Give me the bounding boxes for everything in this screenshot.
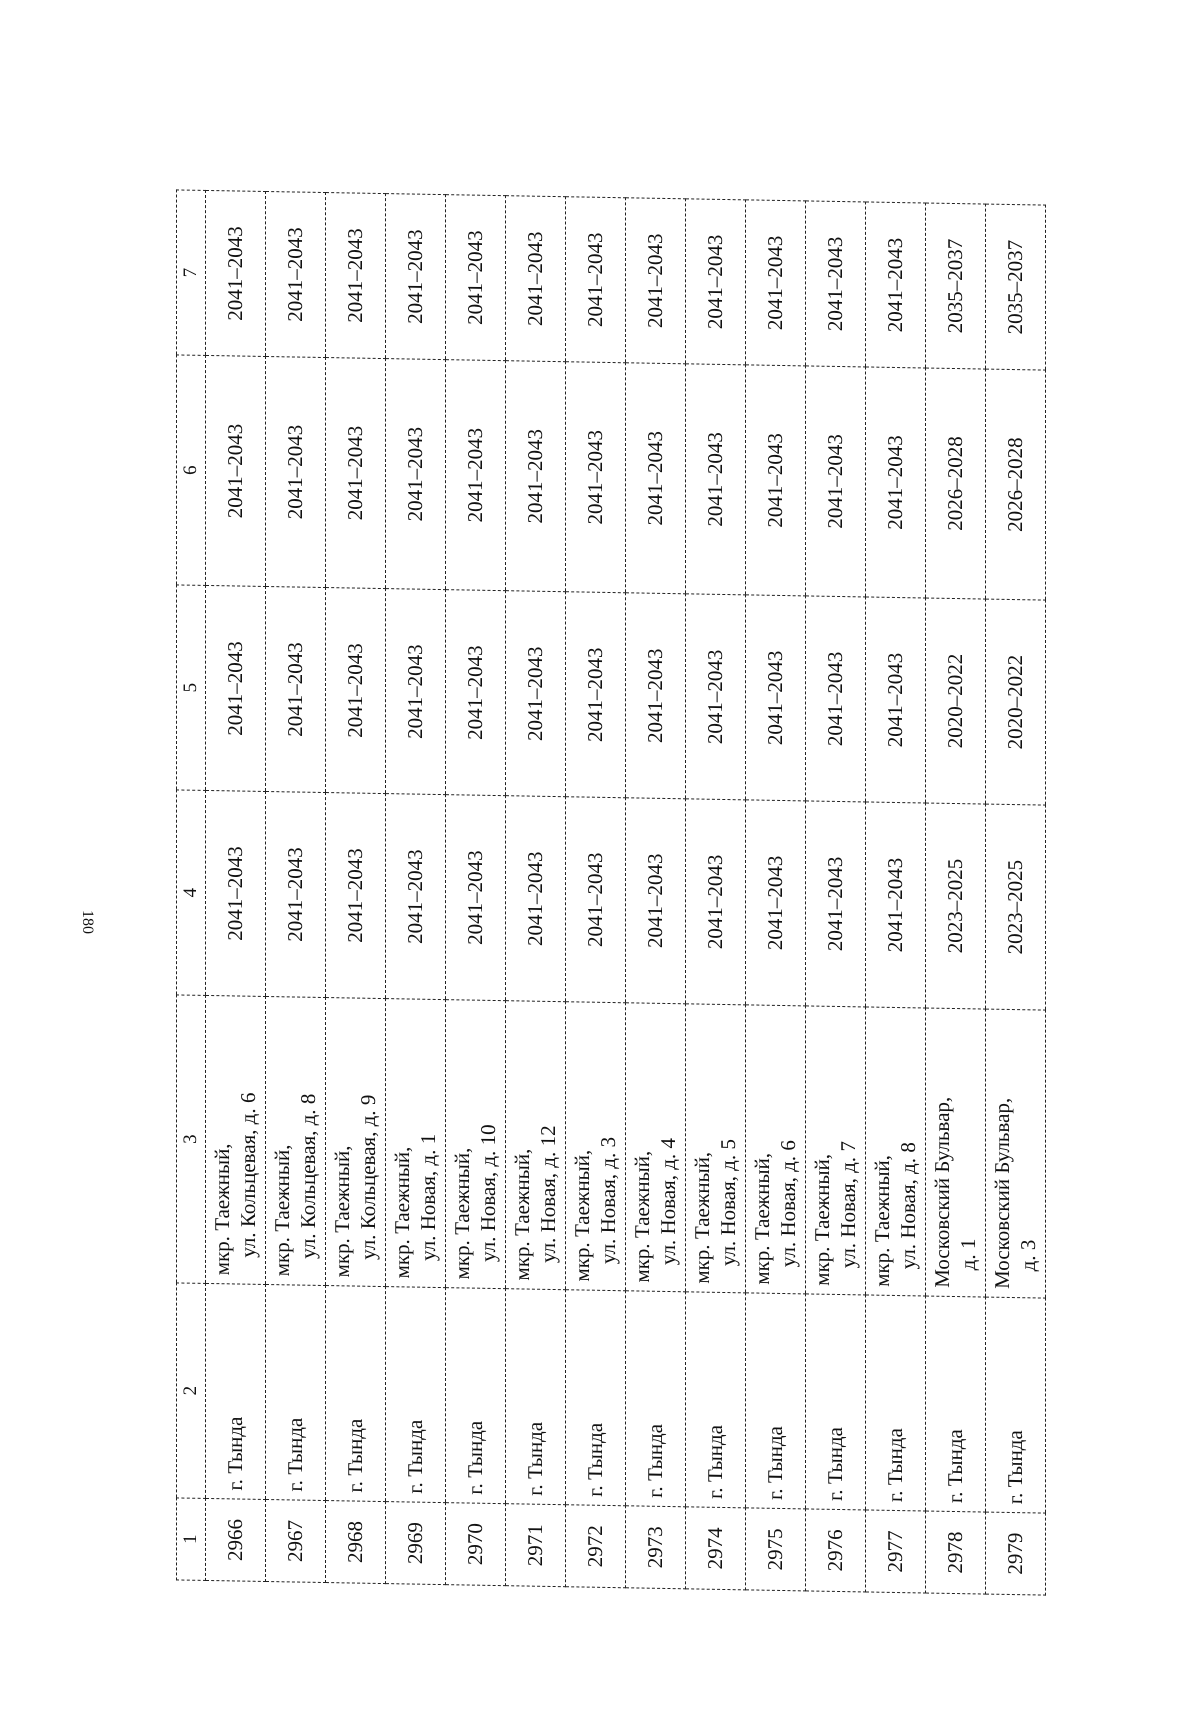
address-cell: [926, 1008, 986, 1297]
period-cell-5: [806, 596, 866, 802]
period-cell-4-text: 2041–2043: [582, 852, 607, 948]
row-number-cell: [986, 1512, 1046, 1595]
period-cell-7-text: 2041–2043: [402, 229, 427, 325]
row-number-cell-text: 2971: [522, 1523, 547, 1567]
city-cell-text: г. Тында: [342, 1418, 367, 1493]
city-cell: [746, 1293, 806, 1509]
address-line-1: Московский Бульвар,: [930, 1096, 955, 1289]
period-cell-7-text: 2035–2037: [1002, 239, 1027, 335]
table-row: [626, 198, 686, 1589]
period-cell-5: [746, 595, 806, 801]
city-cell-text: г. Тында: [282, 1417, 307, 1492]
period-cell-6-text: 2041–2043: [702, 431, 727, 527]
row-number-cell-text: 2966: [222, 1518, 247, 1562]
period-cell-4: [326, 793, 386, 999]
address-line-2: ул. Новая, д. 6: [775, 1139, 800, 1268]
period-cell-5: [506, 591, 566, 797]
city-cell-text: г. Тында: [882, 1427, 907, 1503]
row-number-cell: [926, 1511, 986, 1594]
column-header: 7: [177, 190, 206, 356]
schedule-table-container: [176, 190, 1044, 1595]
column-header: 5: [177, 585, 206, 791]
city-cell-text: г. Тында: [702, 1424, 727, 1500]
city-cell: [386, 1287, 446, 1503]
period-cell-6: [746, 365, 806, 596]
address-line-2: ул. Новая, д. 12: [535, 1125, 560, 1264]
row-number-cell-text: 2969: [402, 1521, 427, 1565]
period-cell-5: [626, 593, 686, 799]
period-cell-7: [326, 193, 386, 359]
period-cell-5: [446, 590, 506, 796]
header-row: [177, 190, 206, 1581]
page-number: 180: [79, 910, 96, 934]
period-cell-5-text: 2041–2043: [462, 645, 487, 741]
address-line-1: мкр. Таежный,: [570, 1149, 595, 1282]
period-cell-6: [806, 366, 866, 597]
address-line-1: мкр. Таежный,: [870, 1154, 895, 1287]
address-line-2: ул. Новая, д. 1: [415, 1133, 440, 1262]
period-cell-5: [326, 588, 386, 794]
period-cell-7: [986, 204, 1046, 370]
period-cell-4: [746, 800, 806, 1006]
period-cell-5-text: 2041–2043: [282, 642, 307, 737]
city-cell-text: г. Тында: [522, 1421, 547, 1496]
table-row: [506, 196, 566, 1587]
city-cell-text: г. Тында: [582, 1422, 607, 1497]
period-cell-6-text: 2041–2043: [762, 432, 787, 528]
period-cell-7: [206, 190, 266, 356]
period-cell-4: [266, 791, 326, 997]
address-cell: [626, 1003, 686, 1292]
address-line-2: ул. Новая, д. 4: [655, 1137, 680, 1266]
city-cell-text: г. Тында: [762, 1425, 787, 1501]
period-cell-4: [686, 799, 746, 1005]
period-cell-4-text: 2023–2025: [942, 858, 967, 954]
row-number-cell-text: 2968: [342, 1520, 367, 1564]
row-number-cell: [806, 1509, 866, 1592]
row-number-cell-text: 2979: [1002, 1532, 1027, 1575]
city-cell-text: г. Тында: [1002, 1429, 1027, 1505]
address-line-1: мкр. Таежный,: [750, 1152, 775, 1285]
table-row: [386, 194, 446, 1585]
table-row: [746, 200, 806, 1591]
city-cell: [986, 1297, 1046, 1513]
period-cell-7: [866, 202, 926, 368]
period-cell-6-text: 2041–2043: [282, 424, 307, 520]
period-cell-6-text: 2041–2043: [882, 435, 907, 530]
city-cell: [806, 1294, 866, 1510]
period-cell-7: [446, 195, 506, 361]
table-body: [206, 190, 1046, 1595]
city-cell: [566, 1290, 626, 1506]
row-number-cell: [266, 1499, 326, 1582]
period-cell-5-text: 2041–2043: [822, 651, 847, 747]
period-cell-6: [446, 360, 506, 591]
table-row: [806, 201, 866, 1592]
row-number-cell: [866, 1510, 926, 1593]
row-number-cell: [506, 1504, 566, 1587]
period-cell-6: [686, 364, 746, 595]
period-cell-4-text: 2023–2025: [1002, 859, 1027, 955]
row-number-cell-text: 2975: [762, 1528, 787, 1571]
period-cell-7: [806, 201, 866, 367]
address-line-1: мкр. Таежный,: [510, 1148, 535, 1281]
period-cell-6: [326, 358, 386, 589]
table-row: [926, 203, 986, 1594]
table-row: [986, 204, 1046, 1595]
period-cell-7: [686, 199, 746, 365]
address-line-2: ул. Новая, д. 10: [475, 1124, 500, 1263]
period-cell-7: [926, 203, 986, 369]
address-cell: [686, 1004, 746, 1293]
column-header: 2: [177, 1283, 206, 1499]
row-number-cell-text: 2976: [822, 1529, 847, 1572]
period-cell-4-text: 2041–2043: [882, 857, 907, 953]
period-cell-6-text: 2041–2043: [402, 426, 427, 522]
period-cell-5-text: 2041–2043: [522, 646, 547, 742]
period-cell-4: [866, 802, 926, 1008]
period-cell-6-text: 2041–2043: [522, 428, 547, 524]
table-row: [866, 202, 926, 1593]
row-number-cell-text: 2978: [942, 1531, 967, 1574]
period-cell-6-text: 2041–2043: [582, 429, 607, 525]
city-cell-text: г. Тында: [222, 1416, 247, 1491]
period-cell-7: [566, 197, 626, 363]
period-cell-7-text: 2041–2043: [642, 233, 667, 329]
city-cell-text: г. Тында: [402, 1419, 427, 1494]
address-line-2: ул. Новая, д. 8: [895, 1141, 920, 1270]
period-cell-6-text: 2041–2043: [822, 433, 847, 529]
column-header: 1: [177, 1498, 206, 1581]
address-line-2: ул. Кольцевая, д. 9: [355, 1094, 380, 1260]
period-cell-4-text: 2041–2043: [762, 855, 787, 951]
period-cell-4: [506, 796, 566, 1002]
period-cell-4: [986, 804, 1046, 1010]
address-line-2: ул. Новая, д. 7: [835, 1140, 860, 1269]
period-cell-5: [386, 589, 446, 795]
period-cell-5-text: 2041–2043: [882, 652, 907, 748]
table-row: [206, 190, 266, 1581]
address-cell: [326, 998, 386, 1287]
table-row: [266, 191, 326, 1582]
period-cell-5: [926, 598, 986, 804]
column-header: 3: [177, 995, 206, 1284]
address-cell: [986, 1009, 1046, 1298]
period-cell-7-text: 2041–2043: [462, 230, 487, 326]
period-cell-6: [986, 369, 1046, 600]
period-cell-7-text: 2041–2043: [822, 236, 847, 332]
column-header: 4: [177, 790, 206, 996]
row-number-cell-text: 2967: [282, 1519, 307, 1563]
city-cell-text: г. Тында: [462, 1420, 487, 1495]
address-cell: [806, 1006, 866, 1295]
period-cell-4: [386, 794, 446, 1000]
address-line-1: Московский Бульвар,: [990, 1097, 1015, 1290]
period-cell-4-text: 2041–2043: [522, 851, 547, 947]
period-cell-6: [626, 363, 686, 594]
period-cell-6: [566, 362, 626, 593]
period-cell-5: [866, 597, 926, 803]
city-cell-text: г. Тында: [822, 1426, 847, 1502]
period-cell-6: [266, 356, 326, 587]
period-cell-5: [686, 594, 746, 800]
period-cell-7-text: 2041–2043: [342, 228, 367, 324]
row-number-cell: [326, 1501, 386, 1584]
period-cell-4: [566, 797, 626, 1003]
address-cell: [206, 995, 266, 1284]
period-cell-4-text: 2041–2043: [642, 853, 667, 949]
period-cell-7-text: 2041–2043: [702, 234, 727, 330]
city-cell: [926, 1296, 986, 1512]
address-cell: [506, 1001, 566, 1290]
address-cell: [566, 1002, 626, 1291]
period-cell-7-text: 2041–2043: [522, 231, 547, 327]
period-cell-5-text: 2041–2043: [342, 643, 367, 739]
address-line-1: мкр. Таежный,: [450, 1147, 475, 1280]
period-cell-7-text: 2041–2043: [282, 227, 307, 322]
period-cell-4: [926, 803, 986, 1009]
period-cell-4-text: 2041–2043: [402, 849, 427, 945]
period-cell-6: [866, 367, 926, 598]
period-cell-7-text: 2041–2043: [882, 237, 907, 333]
period-cell-5: [566, 592, 626, 798]
period-cell-5-text: 2041–2043: [642, 648, 667, 744]
period-cell-6: [386, 359, 446, 590]
row-number-cell-text: 2973: [642, 1526, 667, 1569]
address-line-1: мкр. Таежный,: [330, 1145, 355, 1278]
city-cell: [866, 1295, 926, 1511]
period-cell-7: [506, 196, 566, 362]
address-line-2: д. 1: [955, 1238, 980, 1271]
period-cell-7-text: 2041–2043: [222, 225, 247, 321]
period-cell-4-text: 2041–2043: [462, 850, 487, 946]
period-cell-6: [206, 355, 266, 586]
period-cell-5-text: 2020–2022: [942, 653, 967, 749]
address-cell: [386, 999, 446, 1288]
period-cell-7: [266, 191, 326, 357]
row-number-cell: [686, 1507, 746, 1590]
city-cell: [326, 1286, 386, 1502]
row-number-cell-text: 2977: [882, 1530, 907, 1573]
city-cell-text: г. Тында: [642, 1423, 667, 1498]
table-row: [326, 193, 386, 1584]
address-line-1: мкр. Таежный,: [390, 1146, 415, 1279]
city-cell: [206, 1283, 266, 1499]
row-number-cell: [566, 1505, 626, 1588]
address-line-1: мкр. Таежный,: [630, 1150, 655, 1283]
address-line-2: д. 3: [1015, 1239, 1040, 1272]
address-cell: [746, 1005, 806, 1294]
row-number-cell: [206, 1498, 266, 1581]
period-cell-5: [986, 599, 1046, 805]
row-number-cell: [386, 1502, 446, 1585]
period-cell-6-text: 2026–2028: [942, 436, 967, 531]
period-cell-5: [266, 586, 326, 792]
row-number-cell: [746, 1508, 806, 1591]
table-row: [566, 197, 626, 1588]
period-cell-4-text: 2041–2043: [822, 856, 847, 952]
row-number-cell-text: 2972: [582, 1525, 607, 1568]
period-cell-6: [926, 368, 986, 599]
address-line-2: ул. Новая, д. 5: [715, 1138, 740, 1267]
period-cell-7: [746, 200, 806, 366]
row-number-cell-text: 2974: [702, 1527, 727, 1570]
period-cell-4: [626, 798, 686, 1004]
period-cell-5-text: 2041–2043: [702, 649, 727, 745]
period-cell-7: [626, 198, 686, 364]
city-cell: [686, 1292, 746, 1508]
period-cell-4: [206, 790, 266, 996]
period-cell-6-text: 2026–2028: [1002, 437, 1027, 533]
period-cell-6: [506, 361, 566, 592]
column-header: 6: [177, 355, 206, 586]
period-cell-4-text: 2041–2043: [282, 847, 307, 942]
address-cell: [866, 1007, 926, 1296]
address-cell: [266, 996, 326, 1285]
address-line-1: мкр. Таежный,: [270, 1144, 295, 1277]
row-number-cell-text: 2970: [462, 1522, 487, 1566]
period-cell-7-text: 2041–2043: [762, 235, 787, 331]
period-cell-5-text: 2041–2043: [402, 644, 427, 740]
address-line-1: мкр. Таежный,: [210, 1143, 235, 1276]
period-cell-5: [206, 585, 266, 791]
city-cell: [266, 1284, 326, 1500]
city-cell: [626, 1291, 686, 1507]
period-cell-6-text: 2041–2043: [642, 430, 667, 526]
address-line-2: ул. Новая, д. 3: [595, 1136, 620, 1265]
address-line-2: ул. Кольцевая, д. 8: [295, 1093, 320, 1259]
row-number-cell: [446, 1503, 506, 1586]
schedule-table: [176, 189, 1046, 1595]
address-cell: [446, 1000, 506, 1289]
address-line-1: мкр. Таежный,: [690, 1151, 715, 1284]
row-number-cell: [626, 1506, 686, 1589]
period-cell-5-text: 2041–2043: [222, 640, 247, 736]
city-cell: [446, 1288, 506, 1504]
period-cell-4-text: 2041–2043: [702, 854, 727, 950]
city-cell-text: г. Тында: [942, 1428, 967, 1504]
period-cell-7-text: 2041–2043: [582, 232, 607, 328]
period-cell-5-text: 2041–2043: [762, 650, 787, 746]
period-cell-5-text: 2020–2022: [1002, 654, 1027, 750]
period-cell-4-text: 2041–2043: [342, 848, 367, 944]
city-cell: [506, 1289, 566, 1505]
period-cell-4-text: 2041–2043: [222, 845, 247, 941]
table-row: [686, 199, 746, 1590]
period-cell-7-text: 2035–2037: [942, 238, 967, 334]
period-cell-6-text: 2041–2043: [342, 425, 367, 521]
address-line-1: мкр. Таежный,: [810, 1153, 835, 1286]
period-cell-6-text: 2041–2043: [222, 423, 247, 519]
period-cell-6-text: 2041–2043: [462, 427, 487, 523]
address-line-2: ул. Кольцевая, д. 6: [235, 1092, 260, 1258]
period-cell-7: [386, 194, 446, 360]
table-row: [446, 195, 506, 1586]
period-cell-4: [446, 795, 506, 1001]
period-cell-4: [806, 801, 866, 1007]
period-cell-5-text: 2041–2043: [582, 647, 607, 743]
